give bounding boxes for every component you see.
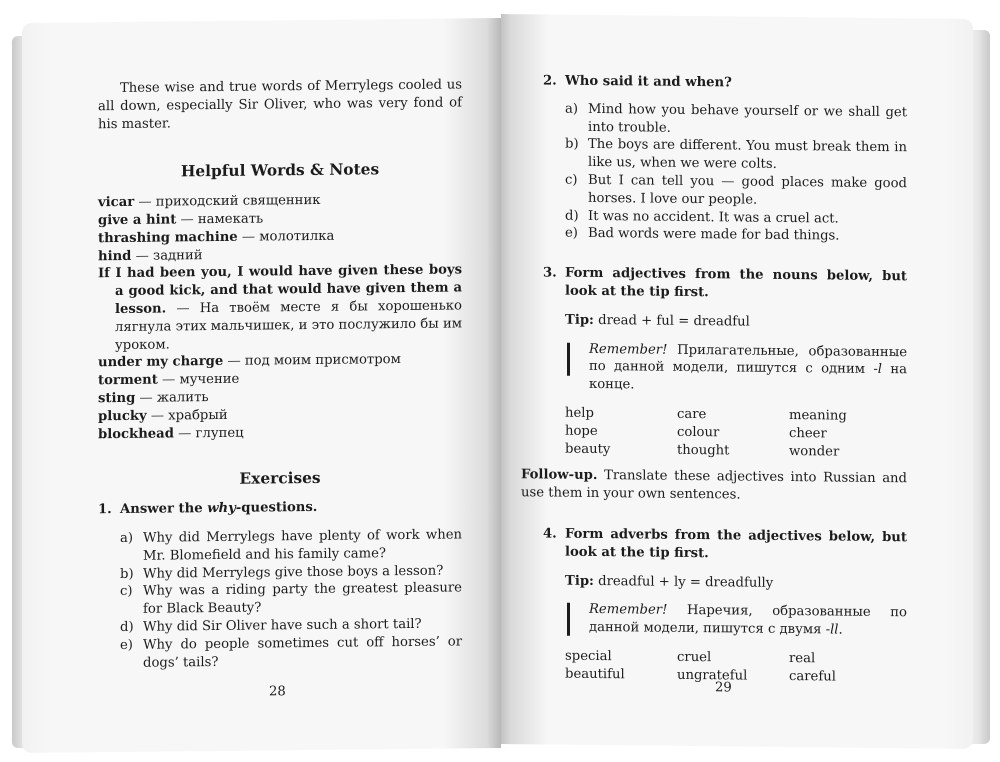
glossary-definition: задний bbox=[153, 247, 203, 264]
exercise-4-heading bbox=[543, 525, 907, 564]
word-cell: care bbox=[677, 406, 707, 423]
word-cell: wonder bbox=[789, 443, 840, 460]
glossary-definition: под моим присмотром bbox=[244, 352, 401, 370]
item-text: Mind how you behave yourself or we shall get into trouble. bbox=[588, 101, 907, 136]
item-letter: c) bbox=[565, 172, 578, 188]
item-text: The boys are different. You must break them in like us, when we were colts. bbox=[588, 137, 907, 173]
word-cell: real bbox=[789, 650, 816, 667]
exercise-number: 4. bbox=[543, 526, 557, 542]
item-letter: e) bbox=[565, 226, 578, 242]
glossary-term: torment bbox=[98, 372, 158, 389]
left-page bbox=[22, 18, 501, 753]
followup-text: Follow-up. Translate these adjectives into Russian and use them in your own sentences. bbox=[521, 467, 907, 503]
exercise-item bbox=[565, 100, 907, 139]
exercise-3-tip: Tip: dread + ful = dreadful bbox=[565, 312, 750, 330]
exercise-4-word-grid bbox=[565, 648, 907, 687]
glossary-term: vicar bbox=[98, 195, 135, 211]
glossary-definition: На твоём месте я бы хорошенько лягнула этих мальчишек, и это послужило бы им уроком. bbox=[115, 298, 462, 353]
word-cell: cruel bbox=[677, 649, 712, 666]
page-number-right: 29 bbox=[715, 680, 732, 696]
word-cell: careful bbox=[789, 668, 836, 685]
item-text: Why was a riding party the greatest pleasure for Black Beauty? bbox=[143, 580, 462, 617]
item-letter: d) bbox=[120, 619, 134, 635]
glossary-definition: храбрый bbox=[168, 407, 228, 424]
word-cell: meaning bbox=[789, 407, 847, 424]
glossary-entry bbox=[98, 262, 462, 355]
item-letter: b) bbox=[120, 566, 134, 582]
glossary-dash: — bbox=[166, 301, 200, 317]
glossary-definition: намекать bbox=[197, 211, 264, 228]
exercise-item bbox=[120, 580, 462, 619]
glossary-term: under my charge bbox=[98, 354, 224, 371]
exercise-4-tip: Tip: dreadful + ly = dreadfully bbox=[565, 573, 774, 591]
glossary-dash: — bbox=[146, 408, 169, 424]
item-letter: d) bbox=[565, 208, 579, 224]
word-cell: thought bbox=[677, 442, 730, 458]
exercise-3-followup bbox=[521, 467, 907, 507]
exercise-title: Answer the why-questions. bbox=[120, 500, 318, 518]
item-text: Why do people sometimes cut off horses’ or dogs’ tails? bbox=[143, 634, 462, 671]
item-letter: e) bbox=[120, 637, 133, 653]
glossary-term: plucky bbox=[98, 408, 147, 424]
exercise-item bbox=[565, 172, 907, 211]
right-page bbox=[501, 14, 973, 749]
item-text: Why did Merrylegs have plenty of work when Mr. Blomefield and his family came? bbox=[143, 527, 462, 564]
item-letter: a) bbox=[120, 530, 134, 546]
word-cell: ungrateful bbox=[677, 667, 748, 684]
item-text: Why did Sir Oliver have such a short tail? bbox=[143, 616, 422, 635]
glossary-dash: — bbox=[176, 212, 198, 228]
exercises-heading: Exercises bbox=[239, 469, 321, 489]
glossary-term: blockhead bbox=[98, 425, 174, 442]
word-cell: cheer bbox=[789, 425, 827, 442]
item-text: But I can tell you — good places make good horses. I love our people. bbox=[588, 172, 907, 208]
glossary-dash: — bbox=[223, 354, 245, 370]
exercise-item bbox=[565, 225, 907, 246]
item-text: It was no accident. It was a cruel act. bbox=[588, 208, 839, 227]
glossary-dash: — bbox=[134, 194, 156, 211]
glossary-dash: — bbox=[173, 425, 196, 441]
word-cell: beautiful bbox=[565, 666, 625, 683]
exercise-3-heading bbox=[543, 265, 907, 304]
glossary-definition: глупец bbox=[195, 425, 244, 441]
glossary-term: thrashing machine bbox=[98, 229, 238, 247]
glossary-term: give a hint bbox=[98, 212, 177, 229]
exercise-number: 3. bbox=[543, 265, 557, 281]
glossary-dash: — bbox=[157, 372, 180, 388]
word-cell: help bbox=[565, 405, 594, 421]
item-text: Why did Merrylegs give those boys a lesson? bbox=[143, 563, 444, 582]
exercise-1-items bbox=[120, 526, 462, 672]
exercise-item bbox=[120, 633, 462, 672]
item-letter: c) bbox=[120, 584, 133, 600]
exercise-3-word-grid bbox=[565, 405, 907, 462]
word-cell: hope bbox=[565, 423, 598, 439]
item-letter: b) bbox=[565, 137, 579, 153]
exercise-title: Form adjectives from the nouns below, but look at the tip first. bbox=[565, 265, 907, 301]
notes-heading: Helpful Words & Notes bbox=[180, 160, 380, 181]
word-cell: special bbox=[565, 648, 612, 665]
glossary-dash: — bbox=[237, 229, 260, 245]
item-text: Bad words were made for bad things. bbox=[588, 226, 840, 244]
glossary-term: If I had been you, I would have given these boys a good kick, and that would have given them a lesson. bbox=[98, 262, 462, 318]
exercise-1-heading bbox=[98, 498, 462, 520]
glossary-definition: мучение bbox=[179, 371, 240, 388]
page-number-left: 28 bbox=[269, 684, 286, 700]
glossary-definition: приходский священник bbox=[155, 193, 321, 210]
exercise-4-remember-note: Remember! Наречия, образованные по данной модели, пишутся с двумя -ll. bbox=[565, 601, 907, 640]
word-cell: colour bbox=[677, 424, 720, 441]
glossary-list bbox=[98, 191, 462, 444]
glossary-dash: — bbox=[135, 390, 157, 406]
exercise-item bbox=[565, 136, 907, 175]
note-bar bbox=[567, 603, 570, 636]
exercise-3-remember-note: Remember! Прилагательные, образованные по данной модели, пишутся с одним -l на конце. bbox=[565, 340, 907, 397]
item-letter: a) bbox=[565, 101, 579, 117]
glossary-term: sting bbox=[98, 390, 136, 407]
glossary-entry bbox=[98, 422, 462, 444]
glossary-dash: — bbox=[131, 248, 153, 264]
exercise-number: 2. bbox=[543, 73, 557, 89]
note-bar bbox=[567, 342, 570, 375]
exercise-number: 1. bbox=[98, 502, 112, 518]
glossary-term: hind bbox=[98, 248, 132, 264]
exercise-2-items bbox=[565, 100, 907, 246]
exercise-title: Form adverbs from the adjectives below, but look at the tip first. bbox=[565, 526, 907, 561]
intro-paragraph: These wise and true words of Merrylegs cooled us all down, especially Sir Oliver, who was very fond of his master. bbox=[98, 77, 462, 132]
word-cell: beauty bbox=[565, 441, 611, 457]
glossary-definition: жалить bbox=[156, 390, 209, 406]
exercise-item bbox=[120, 526, 462, 565]
exercise-2-heading bbox=[543, 72, 907, 94]
glossary-definition: молотилка bbox=[259, 228, 335, 245]
exercise-title: Who said it and when? bbox=[565, 73, 732, 91]
